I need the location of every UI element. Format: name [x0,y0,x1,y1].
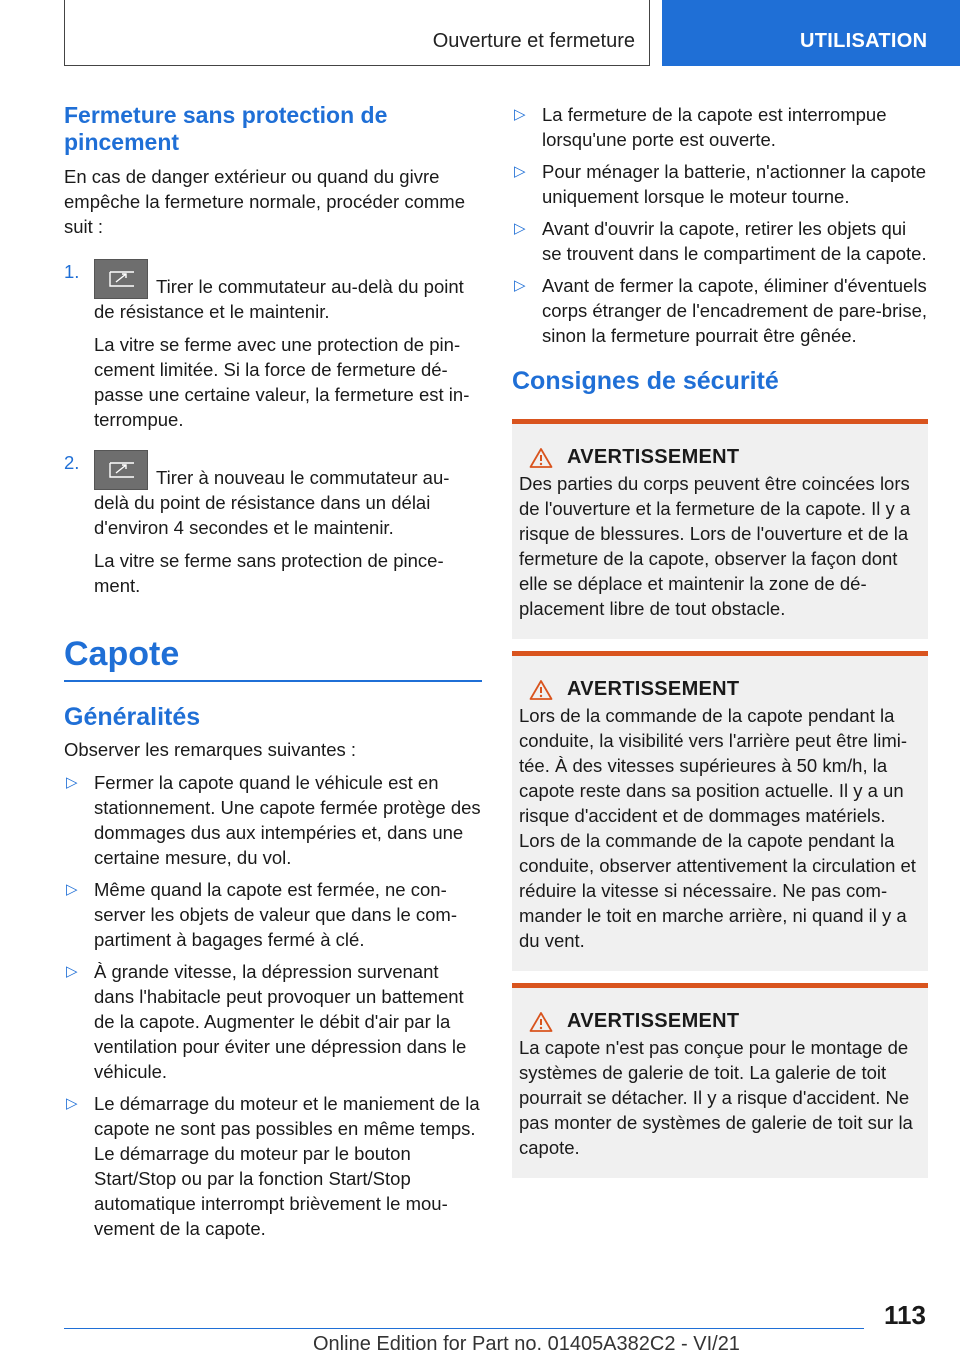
capote-heading: Capote [64,634,482,682]
general-bullet-list [64,770,482,1241]
capote-bullet-list [512,102,928,348]
bullet-text: Avant d'ouvrir la capote, retirer les objets qui se trouvent dans le compartiment de la capote. [542,218,927,264]
list-item [64,959,482,1084]
triangle-right-icon: ▷ [514,163,526,180]
list-item [512,159,928,209]
list-item [64,877,482,952]
triangle-right-icon: ▷ [514,277,526,294]
bullet-text: Fermer la capote quand le véhicule est en stationnement. Une capote fermée protège des dommages dus aux intempéries et, dans une certaine mesure, du vol. [94,772,481,868]
footer-edition: Online Edition for Part no. 01405A382C2 - VI/21 [313,1333,740,1355]
step-note: La vitre se ferme sans protection de pincement. [94,550,444,596]
steps-list [64,259,482,598]
general-heading: Généralités [64,703,201,731]
warning-box-2 [512,651,928,971]
step-text: Tirer le commutateur au-delà du point de résistance et le maintenir. [94,276,464,322]
header-chapter-tab[interactable]: UTILISATION [662,0,960,66]
bullet-text: Avant de fermer la capote, éliminer d'éventuels corps étranger de l'encadrement de pare-brise, sinon la fermeture pourrait être gênée. [542,275,928,346]
closing-intro: En cas de danger extérieur ou quand du givre empêche la fermeture normale, procéder comme suit : [64,166,466,237]
window-switch-icon [94,259,148,299]
warning-box-1 [512,419,928,639]
list-item [64,1091,482,1241]
triangle-right-icon: ▷ [66,774,78,791]
general-intro: Observer les remarques suivantes : [64,739,357,760]
window-switch-icon [94,450,148,490]
list-item [512,102,928,152]
warning-title: AVERTISSEMENT [567,678,740,700]
step-number: 2. [64,452,80,473]
triangle-right-icon: ▷ [66,881,78,898]
warning-text: Lors de la commande de la capote pendant la conduite, la visibilité vers l'arrière peut être limitée. À des vitesses supérieures à 50 km/h, la capote reste dans sa position actuelle. Il y a un risque d'accident et de dommages matériels. Lors de la commande de la capote pendant la conduite, observer attentivement la circulation et réduire la vitesse si nécessaire. Ne pas commander le toit en marche arrière, ni quand il y a du vent. [519,705,916,951]
warning-triangle-icon [529,679,553,701]
left-column [64,102,482,1248]
step-2 [64,450,482,598]
list-item [64,770,482,870]
step-1 [64,259,482,432]
triangle-right-icon: ▷ [66,963,78,980]
footer-divider [64,1328,864,1329]
list-item [512,216,928,266]
warning-triangle-icon [529,447,553,469]
page-number: 113 [884,1300,926,1330]
closing-heading: Fermeture sans protection de pincement [64,102,388,155]
warning-title: AVERTISSEMENT [567,446,740,468]
safety-heading: Consignes de sécurité [512,367,779,395]
warning-triangle-icon [529,1011,553,1033]
header-section-title: Ouverture et fermeture [432,30,635,52]
list-item [512,273,928,348]
bullet-text: Pour ménager la batterie, n'actionner la capote uniquement lorsque le moteur tourne. [542,161,927,207]
triangle-right-icon: ▷ [66,1095,78,1112]
right-column [512,102,928,1178]
step-note: La vitre se ferme avec une protection de pincement limitée. Si la force de fermeture dépasse une certaine valeur, la fermeture est interrompue. [94,334,470,430]
bullet-text: À grande vitesse, la dépression survenant dans l'habitacle peut provoquer un battement de la capote. Augmenter le débit d'air par la ventilation pour éviter une dépression dans le véhicule. [94,961,467,1082]
bullet-text: La fermeture de la capote est interrompue lorsqu'une porte est ouverte. [542,104,887,150]
step-number: 1. [64,261,80,282]
triangle-right-icon: ▷ [514,220,526,237]
warning-text: Des parties du corps peuvent être coincées lors de l'ouverture et la fermeture de la capote. Il y a risque de blessures. Lors de l'ouverture et de la fermeture de la capote, observer la façon dont elle se déplace et maintenir la zone de déplacement libre de tout obstacle. [519,473,911,619]
warning-box-3 [512,983,928,1178]
warning-title: AVERTISSEMENT [567,1010,740,1032]
bullet-text: Même quand la capote est fermée, ne conserver les objets de valeur que dans le compartiment à bagages fermé à clé. [94,879,458,950]
warning-text: La capote n'est pas conçue pour le montage de systèmes de galerie de toit. La galerie de toit pourrait se détacher. Il y a risque d'accident. Ne pas monter de systèmes de galerie de toit sur la capote. [519,1037,913,1158]
bullet-text: Le démarrage du moteur et le maniement de la capote ne sont pas possibles en même temps. Le démarrage du moteur par le bouton Start/Stop ou par la fonction Start/Stop automatique interrompt brièvement le mouvement de la capote. [94,1093,480,1239]
triangle-right-icon: ▷ [514,106,526,123]
header-section-box [64,0,650,66]
step-text: Tirer à nouveau le commutateur au-delà du point de résistance dans un délai d'environ 4 secondes et le maintenir. [94,467,450,538]
